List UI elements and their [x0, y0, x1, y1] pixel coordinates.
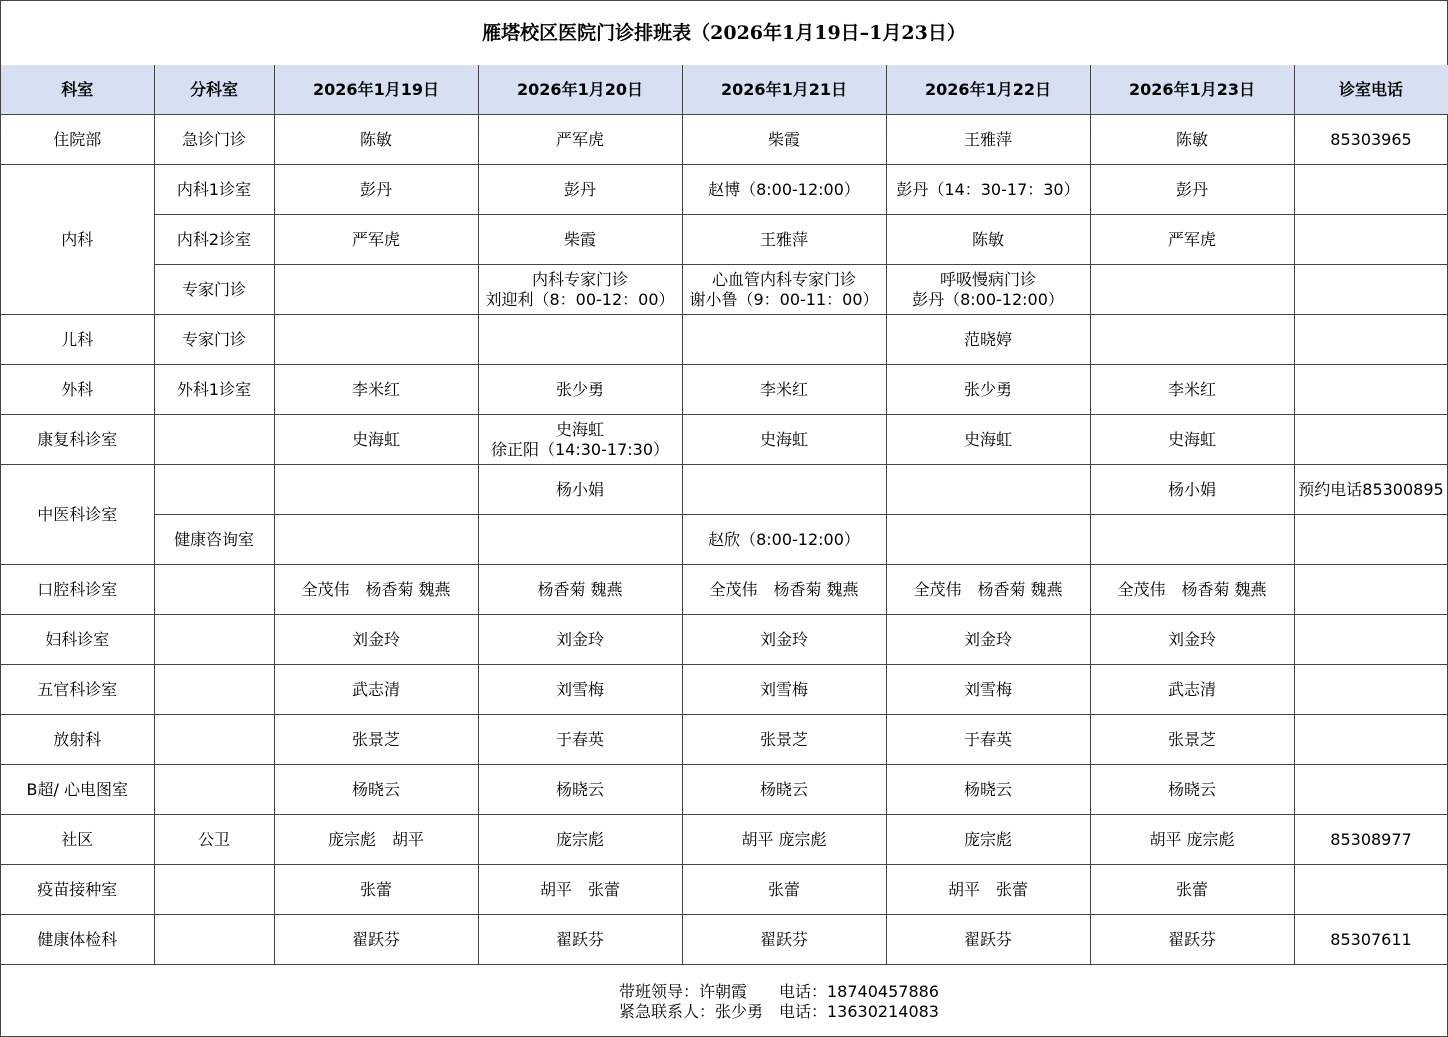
table-row: [1, 365, 1448, 415]
schedule-cell-day-5: [1090, 515, 1294, 565]
schedule-cell-day-4: [886, 415, 1090, 465]
dept-cell: 疫苗接种室: [1, 865, 154, 915]
dept-cell: 内科: [1, 165, 154, 315]
schedule-cell-day-3: [682, 815, 886, 865]
schedule-cell-day-4: [886, 565, 1090, 615]
subdept-cell: 公卫: [154, 815, 274, 865]
schedule-cell-day-1: [274, 565, 478, 615]
phone-cell: [1294, 265, 1448, 315]
phone-cell: [1294, 365, 1448, 415]
schedule-cell-day-3: [682, 415, 886, 465]
doctor-entry: 刘雪梅: [963, 679, 1012, 699]
schedule-cell-day-2: [478, 165, 682, 215]
table-row: [1, 265, 1448, 315]
doctor-entry: 全茂伟 杨香菊 魏燕: [1117, 579, 1267, 599]
doctor-entry: 严军虎: [555, 129, 604, 149]
table-row: [1, 215, 1448, 265]
doctor-entry: 翟跃芬: [963, 929, 1012, 949]
schedule-cell-day-1: [274, 715, 478, 765]
doctor-entry: 陈敏: [1175, 129, 1208, 149]
doctor-entry: 张蕾: [359, 879, 392, 899]
doctor-entry: 刘迎利（8：00-12：00）: [485, 289, 675, 309]
subdept-cell: [154, 765, 274, 815]
phone-cell: [1294, 665, 1448, 715]
doctor-entry: 谢小鲁（9：00-11：00）: [689, 289, 879, 309]
doctor-entry: 翟跃芬: [351, 929, 400, 949]
subdept-cell: [154, 665, 274, 715]
doctor-entry: 史海虹: [1167, 429, 1216, 449]
schedule-cell-day-1: [274, 265, 478, 315]
footer-emergency-line: 紧急联系人：张少勇 电话：13630214083: [619, 1002, 939, 1021]
doctor-entry: 徐正阳（14:30-17:30）: [491, 439, 669, 459]
schedule-cell-day-5: [1090, 665, 1294, 715]
dept-cell: 妇科诊室: [1, 615, 154, 665]
doctor-entry: 杨香菊 魏燕: [537, 579, 623, 599]
doctor-entry: 杨小娟: [555, 479, 604, 499]
schedule-cell-day-4: [886, 165, 1090, 215]
doctor-entry: 胡平 张蕾: [947, 879, 1028, 899]
doctor-entry: 于春英: [555, 729, 604, 749]
doctor-entry: 杨晓云: [351, 779, 400, 799]
header-dept: 科室: [1, 65, 154, 115]
doctor-entry: 柴霞: [563, 229, 596, 249]
dept-cell: B超/ 心电图室: [1, 765, 154, 815]
phone-cell: [1294, 865, 1448, 915]
doctor-entry: 刘金玲: [963, 629, 1012, 649]
doctor-entry: 全茂伟 杨香菊 魏燕: [301, 579, 451, 599]
doctor-entry: 翟跃芬: [1167, 929, 1216, 949]
schedule-cell-day-3: [682, 315, 886, 365]
schedule-cell-day-1: [274, 515, 478, 565]
schedule-cell-day-4: [886, 465, 1090, 515]
schedule-cell-day-4: [886, 865, 1090, 915]
dept-cell: 社区: [1, 815, 154, 865]
phone-cell: [1294, 715, 1448, 765]
doctor-entry: 胡平 庞宗彪: [1149, 829, 1235, 849]
subdept-cell: 健康咨询室: [154, 515, 274, 565]
schedule-cell-day-5: [1090, 315, 1294, 365]
doctor-entry: 刘雪梅: [759, 679, 808, 699]
doctor-entry: 严军虎: [351, 229, 400, 249]
footer-contacts: [1, 966, 1447, 1037]
doctor-entry: 胡平 庞宗彪: [741, 829, 827, 849]
schedule-cell-day-3: [682, 515, 886, 565]
phone-cell: [1294, 565, 1448, 615]
schedule-cell-day-5: [1090, 565, 1294, 615]
schedule-cell-day-4: [886, 665, 1090, 715]
doctor-entry: 史海虹: [759, 429, 808, 449]
schedule-cell-day-2: [478, 365, 682, 415]
dept-cell: 健康体检科: [1, 915, 154, 965]
schedule-cell-day-4: [886, 915, 1090, 965]
schedule-cell-day-1: [274, 215, 478, 265]
schedule-cell-day-2: [478, 115, 682, 165]
doctor-entry: 彭丹（14：30-17：30）: [896, 179, 1080, 199]
schedule-cell-day-4: [886, 265, 1090, 315]
header-phone: 诊室电话: [1294, 65, 1448, 115]
phone-cell: [1294, 515, 1448, 565]
doctor-entry: 赵欣（8:00-12:00）: [708, 529, 860, 549]
doctor-entry: 杨晓云: [759, 779, 808, 799]
schedule-cell-day-2: [478, 515, 682, 565]
schedule-cell-day-2: [478, 665, 682, 715]
doctor-entry: 全茂伟 杨香菊 魏燕: [913, 579, 1063, 599]
table-row: [1, 115, 1448, 165]
header-date-4: 2026年1月22日: [886, 65, 1090, 115]
schedule-cell-day-3: [682, 215, 886, 265]
schedule-cell-day-1: [274, 765, 478, 815]
schedule-cell-day-2: [478, 265, 682, 315]
table-row: [1, 815, 1448, 865]
schedule-cell-day-1: [274, 465, 478, 515]
doctor-entry: 张蕾: [767, 879, 800, 899]
doctor-entry: 全茂伟 杨香菊 魏燕: [709, 579, 859, 599]
subdept-cell: [154, 915, 274, 965]
doctor-entry: 史海虹: [555, 419, 604, 439]
doctor-entry: 张景芝: [1167, 729, 1216, 749]
dept-cell: 中医科诊室: [1, 465, 154, 565]
table-row: [1, 415, 1448, 465]
doctor-entry: 王雅萍: [963, 129, 1012, 149]
doctor-entry: 刘雪梅: [555, 679, 604, 699]
schedule-cell-day-3: [682, 565, 886, 615]
schedule-table: [1, 65, 1448, 965]
footer-leader-line: 带班领导：许朝霞 电话：18740457886: [619, 982, 939, 1001]
schedule-cell-day-5: [1090, 215, 1294, 265]
doctor-entry: 张蕾: [1175, 879, 1208, 899]
schedule-cell-day-4: [886, 615, 1090, 665]
phone-cell: [1294, 765, 1448, 815]
schedule-cell-day-3: [682, 165, 886, 215]
subdept-cell: [154, 615, 274, 665]
schedule-cell-day-2: [478, 565, 682, 615]
doctor-entry: 于春英: [963, 729, 1012, 749]
doctor-entry: 严军虎: [1167, 229, 1216, 249]
schedule-cell-day-2: [478, 765, 682, 815]
schedule-cell-day-5: [1090, 115, 1294, 165]
doctor-entry: 心血管内科专家门诊: [711, 269, 856, 289]
header-date-5: 2026年1月23日: [1090, 65, 1294, 115]
doctor-entry: 柴霞: [767, 129, 800, 149]
schedule-cell-day-1: [274, 665, 478, 715]
doctor-entry: 内科专家门诊: [531, 269, 628, 289]
doctor-entry: 杨小娟: [1167, 479, 1216, 499]
phone-cell: [1294, 215, 1448, 265]
dept-cell: 五官科诊室: [1, 665, 154, 715]
schedule-cell-day-1: [274, 815, 478, 865]
phone-cell: [1294, 165, 1448, 215]
schedule-cell-day-2: [478, 715, 682, 765]
schedule-cell-day-2: [478, 915, 682, 965]
doctor-entry: 武志清: [351, 679, 400, 699]
subdept-cell: [154, 565, 274, 615]
schedule-cell-day-2: [478, 615, 682, 665]
schedule-cell-day-3: [682, 365, 886, 415]
doctor-entry: 范晓婷: [963, 329, 1012, 349]
doctor-entry: 张景芝: [759, 729, 808, 749]
table-row: [1, 665, 1448, 715]
schedule-cell-day-2: [478, 215, 682, 265]
schedule-cell-day-5: [1090, 365, 1294, 415]
table-row: [1, 315, 1448, 365]
table-row: [1, 765, 1448, 815]
schedule-cell-day-2: [478, 815, 682, 865]
doctor-entry: 史海虹: [351, 429, 400, 449]
doctor-entry: 杨晓云: [555, 779, 604, 799]
dept-cell: 儿科: [1, 315, 154, 365]
schedule-cell-day-5: [1090, 465, 1294, 515]
phone-cell: 85308977: [1294, 815, 1448, 865]
schedule-cell-day-1: [274, 615, 478, 665]
schedule-body: [1, 115, 1448, 965]
subdept-cell: 内科2诊室: [154, 215, 274, 265]
schedule-cell-day-4: [886, 515, 1090, 565]
doctor-entry: 张少勇: [555, 379, 604, 399]
dept-cell: 康复科诊室: [1, 415, 154, 465]
schedule-cell-day-1: [274, 165, 478, 215]
header-date-3: 2026年1月21日: [682, 65, 886, 115]
table-row: [1, 915, 1448, 965]
schedule-cell-day-2: [478, 465, 682, 515]
subdept-cell: [154, 415, 274, 465]
schedule-cell-day-2: [478, 415, 682, 465]
schedule-cell-day-3: [682, 865, 886, 915]
doctor-entry: 王雅萍: [759, 229, 808, 249]
table-row: [1, 515, 1448, 565]
doctor-entry: 张少勇: [963, 379, 1012, 399]
phone-cell: [1294, 615, 1448, 665]
dept-cell: 外科: [1, 365, 154, 415]
phone-cell: [1294, 415, 1448, 465]
table-row: [1, 615, 1448, 665]
schedule-cell-day-4: [886, 365, 1090, 415]
schedule-cell-day-5: [1090, 615, 1294, 665]
table-row: [1, 715, 1448, 765]
header-row: [1, 65, 1448, 115]
schedule-cell-day-4: [886, 715, 1090, 765]
header-date-1: 2026年1月19日: [274, 65, 478, 115]
schedule-cell-day-3: [682, 915, 886, 965]
phone-cell: 预约电话85300895: [1294, 465, 1448, 515]
schedule-cell-day-1: [274, 865, 478, 915]
dept-cell: 放射科: [1, 715, 154, 765]
doctor-entry: 庞宗彪: [555, 829, 604, 849]
doctor-entry: 彭丹: [359, 179, 392, 199]
doctor-entry: 李米红: [351, 379, 400, 399]
schedule-cell-day-1: [274, 315, 478, 365]
phone-cell: 85303965: [1294, 115, 1448, 165]
schedule-cell-day-2: [478, 865, 682, 915]
header-date-2: 2026年1月20日: [478, 65, 682, 115]
doctor-entry: 翟跃芬: [555, 929, 604, 949]
table-row: [1, 565, 1448, 615]
schedule-cell-day-5: [1090, 865, 1294, 915]
doctor-entry: 武志清: [1167, 679, 1216, 699]
doctor-entry: 史海虹: [963, 429, 1012, 449]
doctor-entry: 翟跃芬: [759, 929, 808, 949]
schedule-cell-day-1: [274, 115, 478, 165]
schedule-cell-day-5: [1090, 265, 1294, 315]
schedule-cell-day-2: [478, 315, 682, 365]
subdept-cell: [154, 465, 274, 515]
schedule-cell-day-5: [1090, 765, 1294, 815]
doctor-entry: 胡平 张蕾: [539, 879, 620, 899]
schedule-cell-day-4: [886, 115, 1090, 165]
table-row: [1, 165, 1448, 215]
doctor-entry: 呼吸慢病门诊: [939, 269, 1036, 289]
schedule-cell-day-5: [1090, 715, 1294, 765]
doctor-entry: 陈敏: [359, 129, 392, 149]
doctor-entry: 刘金玲: [351, 629, 400, 649]
schedule-cell-day-4: [886, 315, 1090, 365]
schedule-cell-day-3: [682, 115, 886, 165]
header-subdept: 分科室: [154, 65, 274, 115]
schedule-cell-day-1: [274, 915, 478, 965]
doctor-entry: 庞宗彪: [963, 829, 1012, 849]
subdept-cell: [154, 715, 274, 765]
schedule-cell-day-3: [682, 665, 886, 715]
schedule-cell-day-5: [1090, 915, 1294, 965]
schedule-cell-day-5: [1090, 165, 1294, 215]
doctor-entry: 杨晓云: [963, 779, 1012, 799]
doctor-entry: 彭丹: [563, 179, 596, 199]
doctor-entry: 刘金玲: [555, 629, 604, 649]
phone-cell: 85307611: [1294, 915, 1448, 965]
doctor-entry: 庞宗彪 胡平: [327, 829, 424, 849]
doctor-entry: 刘金玲: [1167, 629, 1216, 649]
schedule-cell-day-4: [886, 215, 1090, 265]
schedule-cell-day-3: [682, 615, 886, 665]
schedule-cell-day-3: [682, 465, 886, 515]
schedule-cell-day-5: [1090, 415, 1294, 465]
doctor-entry: 李米红: [759, 379, 808, 399]
doctor-entry: 刘金玲: [759, 629, 808, 649]
page-title: 雁塔校区医院门诊排班表（2026年1月19日–1月23日）: [1, 1, 1447, 66]
schedule-cell-day-3: [682, 765, 886, 815]
schedule-cell-day-4: [886, 765, 1090, 815]
subdept-cell: 内科1诊室: [154, 165, 274, 215]
schedule-cell-day-5: [1090, 815, 1294, 865]
table-row: [1, 465, 1448, 515]
schedule-cell-day-3: [682, 715, 886, 765]
doctor-entry: 彭丹: [1175, 179, 1208, 199]
schedule-cell-day-1: [274, 415, 478, 465]
subdept-cell: 外科1诊室: [154, 365, 274, 415]
doctor-entry: 张景芝: [351, 729, 400, 749]
doctor-entry: 赵博（8:00-12:00）: [708, 179, 860, 199]
table-row: [1, 865, 1448, 915]
dept-cell: 口腔科诊室: [1, 565, 154, 615]
doctor-entry: 李米红: [1167, 379, 1216, 399]
subdept-cell: [154, 865, 274, 915]
phone-cell: [1294, 315, 1448, 365]
doctor-entry: 彭丹（8:00-12:00）: [912, 289, 1064, 309]
doctor-entry: 陈敏: [971, 229, 1004, 249]
doctor-entry: 杨晓云: [1167, 779, 1216, 799]
subdept-cell: 专家门诊: [154, 315, 274, 365]
subdept-cell: 专家门诊: [154, 265, 274, 315]
schedule-cell-day-3: [682, 265, 886, 315]
dept-cell: 住院部: [1, 115, 154, 165]
schedule-cell-day-1: [274, 365, 478, 415]
schedule-cell-day-4: [886, 815, 1090, 865]
subdept-cell: 急诊门诊: [154, 115, 274, 165]
